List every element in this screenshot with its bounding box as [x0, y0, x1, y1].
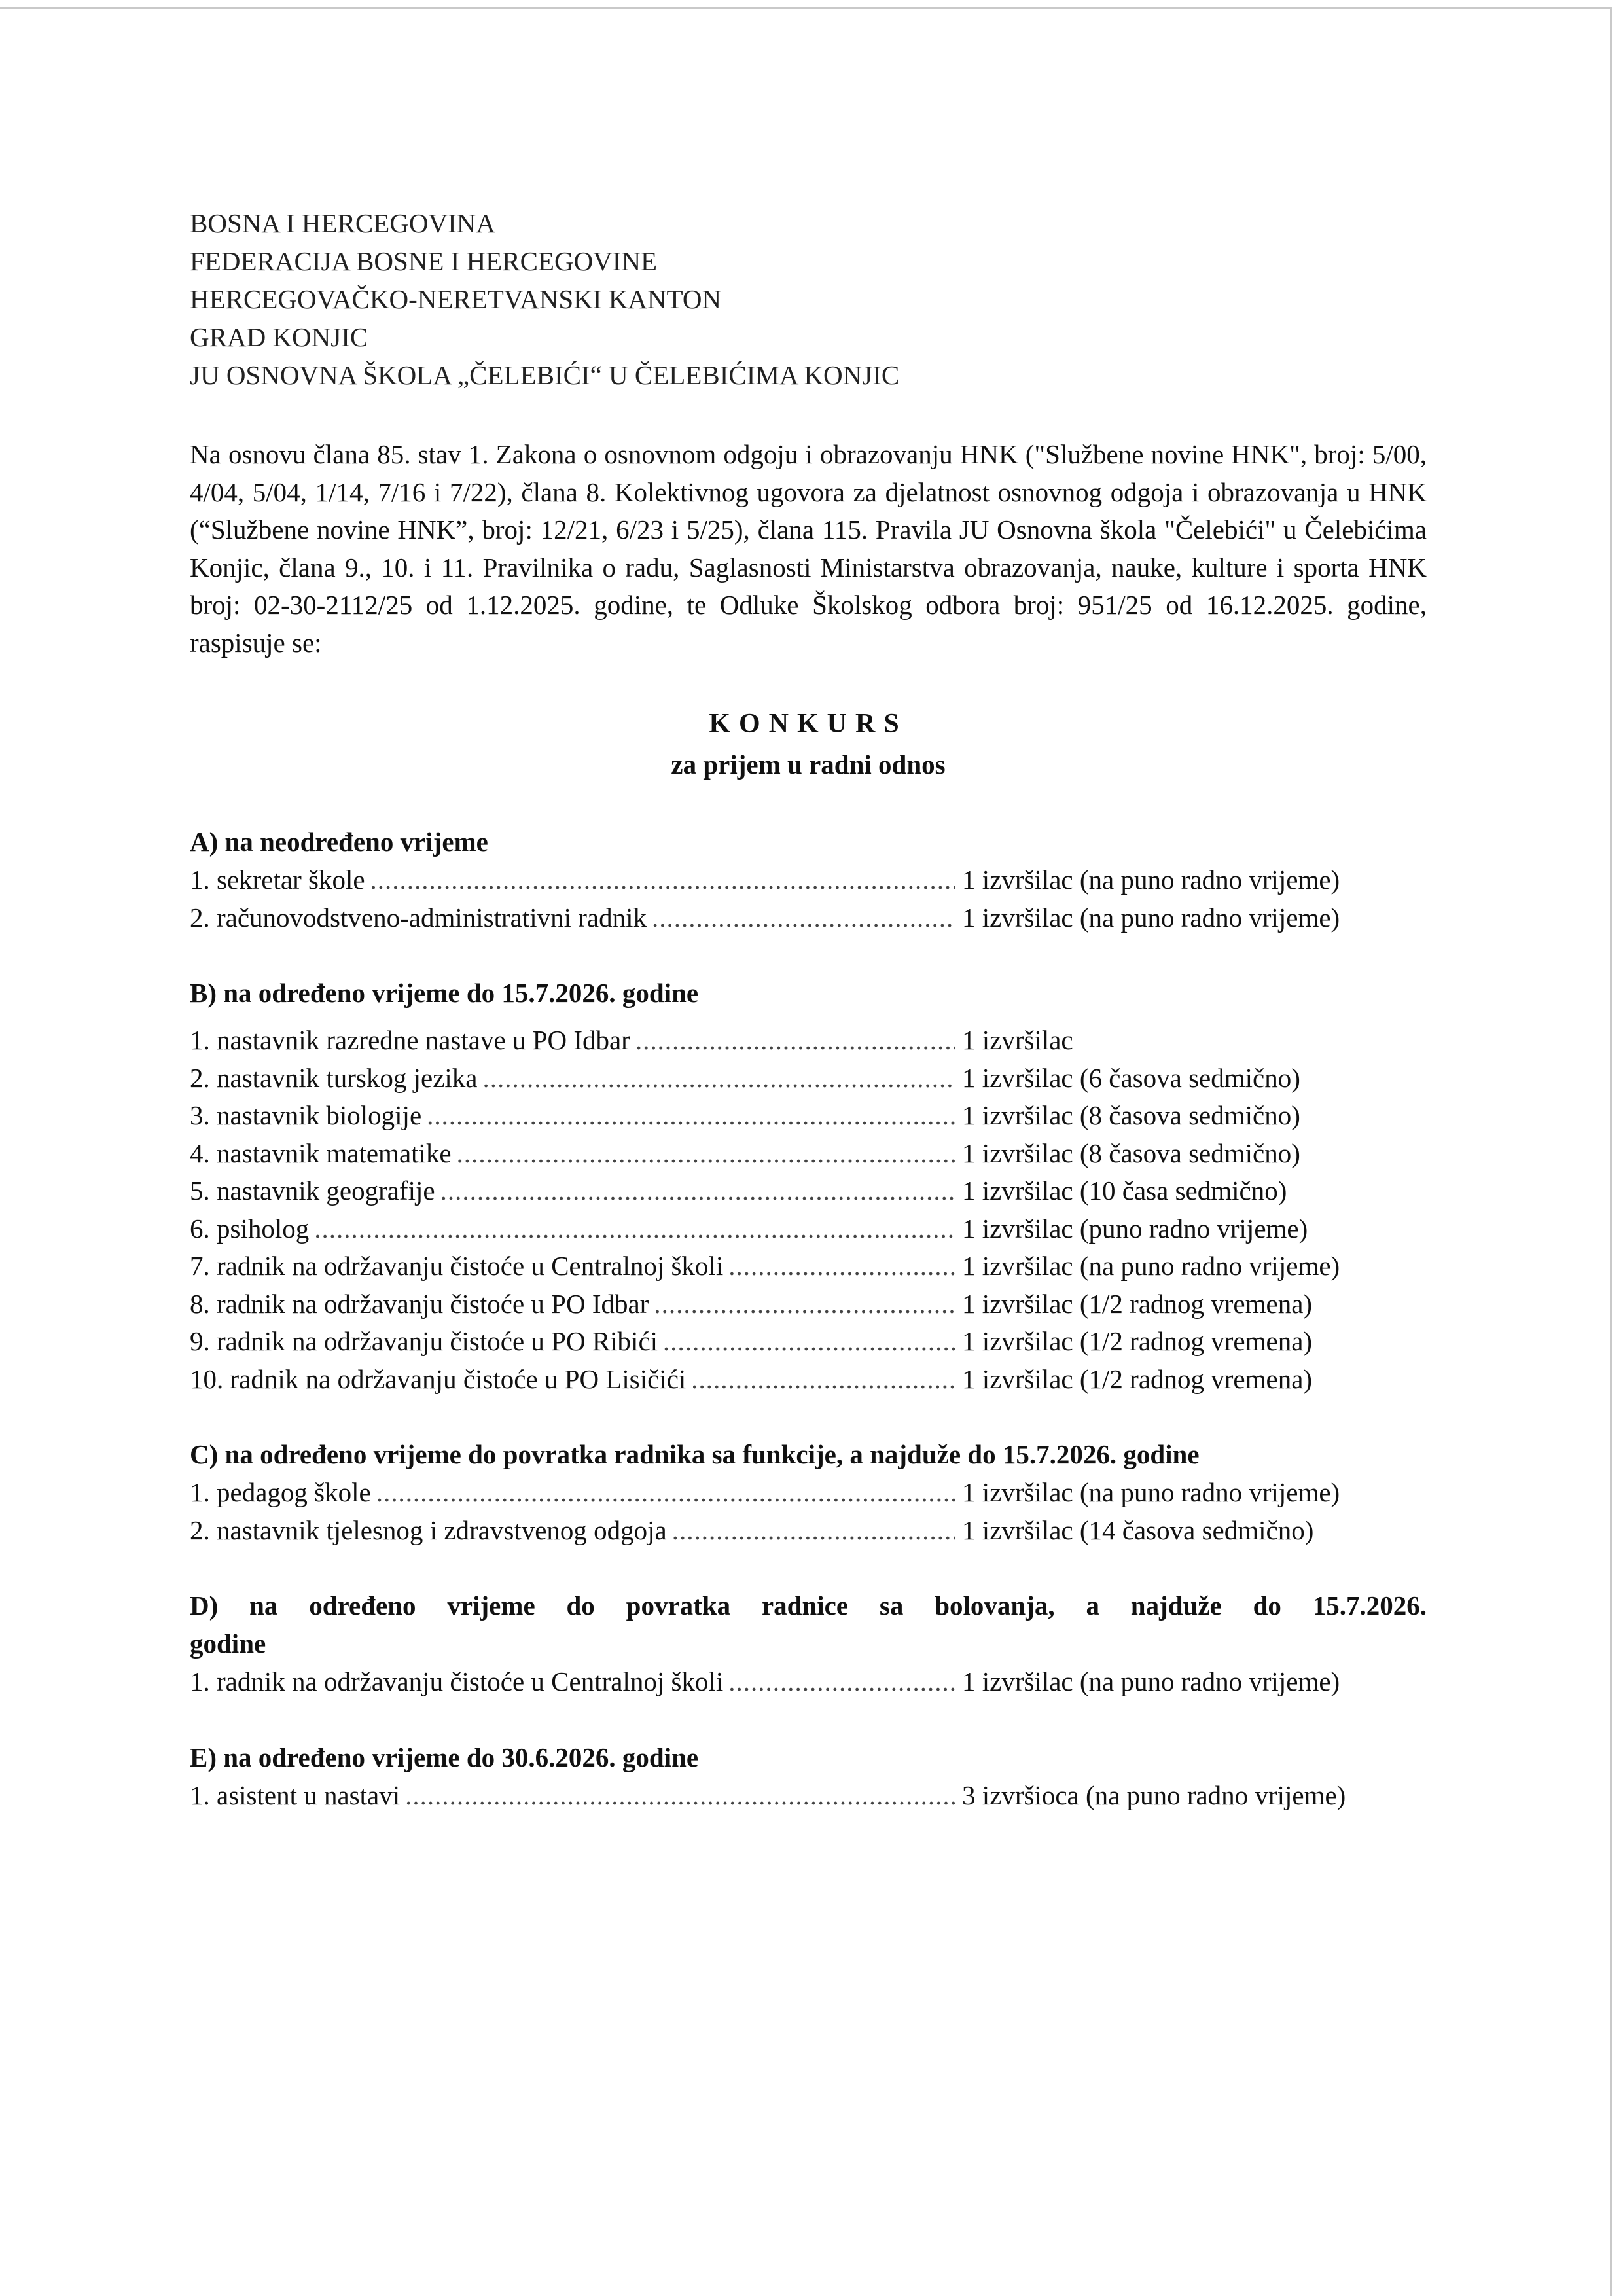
section-b [190, 974, 1427, 1397]
job-title: 2. nastavnik tjelesnog i zdravstvenog odgoja [190, 1515, 667, 1545]
scan-top-edge [0, 7, 1610, 9]
header-line: JU OSNOVNA ŠKOLA „ČELEBIĆI“ U ČELEBIĆIMA KONJIC [190, 360, 900, 390]
job-row [190, 1662, 1427, 1700]
job-row [190, 1247, 1427, 1285]
section-title: E) na određeno vrijeme do 30.6.2026. godine [190, 1742, 699, 1772]
job-positions: 1 izvršilac [962, 1025, 1073, 1055]
dot-leader [405, 1776, 955, 1814]
job-row [190, 1473, 1427, 1511]
job-positions: 1 izvršilac (6 časova sedmično) [962, 1062, 1300, 1093]
job-positions: 1 izvršilac (14 časova sedmično) [962, 1515, 1314, 1545]
document-subtitle: za prijem u radni odnos [671, 749, 946, 780]
dot-leader [370, 861, 955, 899]
dot-leader [652, 899, 955, 937]
job-positions: 1 izvršilac (10 časa sedmično) [962, 1175, 1287, 1206]
section-title: B) na određeno vrijeme do 15.7.2026. godine [190, 978, 699, 1008]
job-row [190, 899, 1427, 937]
header-line: BOSNA I HERCEGOVINA [190, 208, 495, 238]
job-row [190, 1210, 1427, 1247]
job-title: 9. radnik na održavanju čistoće u PO Ribići [190, 1326, 658, 1356]
dot-leader [728, 1247, 955, 1285]
job-row [190, 1285, 1427, 1323]
job-row [190, 1134, 1427, 1172]
legal-basis-paragraph: Na osnovu člana 85. stav 1. Zakona o osnovnom odgoju i obrazovanju HNK ("Službene novine HNK", broj: 5/00, 4/04, 5/04, 1/14, 7/16 i 7/22), člana 8. Kolektivnog ugovora za djelatnost osnovnog odgoja i obrazovanja u HNK (“Službene novine HNK”, broj: 12/21, 6/23 i 5/25), člana 115. Pravila JU Osnovna škola "Čelebići" u Čelebićima Konjic, člana 9., 10. i 11. Pravilnika o radu, Saglasnosti Ministarstva obrazovanja, nauke, kulture i sporta HNK broj: 02-30-2112/25 od 1.12.2025. godine, te Odluke Školskog odbora broj: 951/25 od 16.12.2025. godine, raspisuje se: [190, 439, 1427, 658]
section-title-line: godine [190, 1628, 266, 1659]
job-row [190, 1096, 1427, 1134]
job-title: 10. radnik na održavanju čistoće u PO Lisičići [190, 1363, 687, 1394]
job-positions: 1 izvršilac (1/2 radnog vremena) [962, 1288, 1313, 1319]
job-row [190, 861, 1427, 899]
section-e [190, 1738, 1427, 1814]
dot-leader [654, 1285, 955, 1323]
dot-leader [663, 1322, 955, 1360]
job-title: 1. nastavnik razredne nastave u PO Idbar [190, 1025, 630, 1055]
job-title: 6. psiholog [190, 1213, 310, 1244]
job-row [190, 1021, 1427, 1059]
dot-leader [314, 1210, 955, 1247]
job-title: 2. računovodstveno-administrativni radnik [190, 902, 647, 933]
document-title-block [190, 704, 1427, 785]
section-title-line: D) na određeno vrijeme do povratka radnice sa bolovanja, a najduže do 15.7.2026. [190, 1590, 1427, 1621]
dot-leader [457, 1134, 955, 1172]
section-title: A) na neodređeno vrijeme [190, 827, 488, 857]
job-title: 5. nastavnik geografije [190, 1175, 435, 1206]
dot-leader [427, 1096, 955, 1134]
job-positions: 3 izvršioca (na puno radno vrijeme) [962, 1780, 1346, 1810]
dot-leader [691, 1360, 955, 1398]
job-positions: 1 izvršilac (na puno radno vrijeme) [962, 865, 1340, 895]
dot-leader [672, 1511, 955, 1549]
job-positions: 1 izvršilac (puno radno vrijeme) [962, 1213, 1308, 1244]
document-title: KONKURS [709, 709, 908, 739]
job-positions: 1 izvršilac (8 časova sedmično) [962, 1138, 1300, 1168]
job-row [190, 1059, 1427, 1097]
section-c [190, 1435, 1427, 1549]
job-row [190, 1511, 1427, 1549]
scan-right-edge [1610, 7, 1612, 2296]
job-title: 4. nastavnik matematike [190, 1138, 452, 1168]
dot-leader [635, 1021, 955, 1059]
job-title: 1. asistent u nastavi [190, 1780, 401, 1810]
job-row [190, 1360, 1427, 1398]
job-positions: 1 izvršilac (na puno radno vrijeme) [962, 1251, 1340, 1281]
section-title [190, 1587, 1427, 1662]
header-line: GRAD KONJIC [190, 322, 368, 352]
job-positions: 1 izvršilac (na puno radno vrijeme) [962, 902, 1340, 933]
section-d [190, 1587, 1427, 1700]
job-title: 1. pedagog škole [190, 1477, 371, 1507]
job-positions: 1 izvršilac (8 časova sedmično) [962, 1100, 1300, 1130]
job-title: 1. sekretar škole [190, 865, 365, 895]
job-positions: 1 izvršilac (1/2 radnog vremena) [962, 1363, 1313, 1394]
institution-header [190, 204, 1427, 394]
job-row [190, 1776, 1427, 1814]
job-row [190, 1322, 1427, 1360]
dot-leader [728, 1662, 955, 1700]
header-line: FEDERACIJA BOSNE I HERCEGOVINE [190, 246, 658, 276]
header-line: HERCEGOVAČKO-NERETVANSKI KANTON [190, 284, 722, 314]
job-title: 8. radnik na održavanju čistoće u PO Idbar [190, 1288, 649, 1319]
document-page [190, 204, 1427, 1814]
job-positions: 1 izvršilac (na puno radno vrijeme) [962, 1477, 1340, 1507]
section-title: C) na određeno vrijeme do povratka radnika sa funkcije, a najduže do 15.7.2026. godine [190, 1439, 1200, 1469]
dot-leader [483, 1059, 955, 1097]
job-title: 7. radnik na održavanju čistoće u Centralnoj školi [190, 1251, 724, 1281]
job-title: 2. nastavnik turskog jezika [190, 1062, 478, 1093]
section-a [190, 823, 1427, 936]
job-positions: 1 izvršilac (na puno radno vrijeme) [962, 1666, 1340, 1696]
job-positions: 1 izvršilac (1/2 radnog vremena) [962, 1326, 1313, 1356]
job-title: 3. nastavnik biologije [190, 1100, 422, 1130]
job-row [190, 1172, 1427, 1210]
dot-leader [440, 1172, 955, 1210]
dot-leader [376, 1473, 955, 1511]
job-title: 1. radnik na održavanju čistoće u Centralnoj školi [190, 1666, 724, 1696]
